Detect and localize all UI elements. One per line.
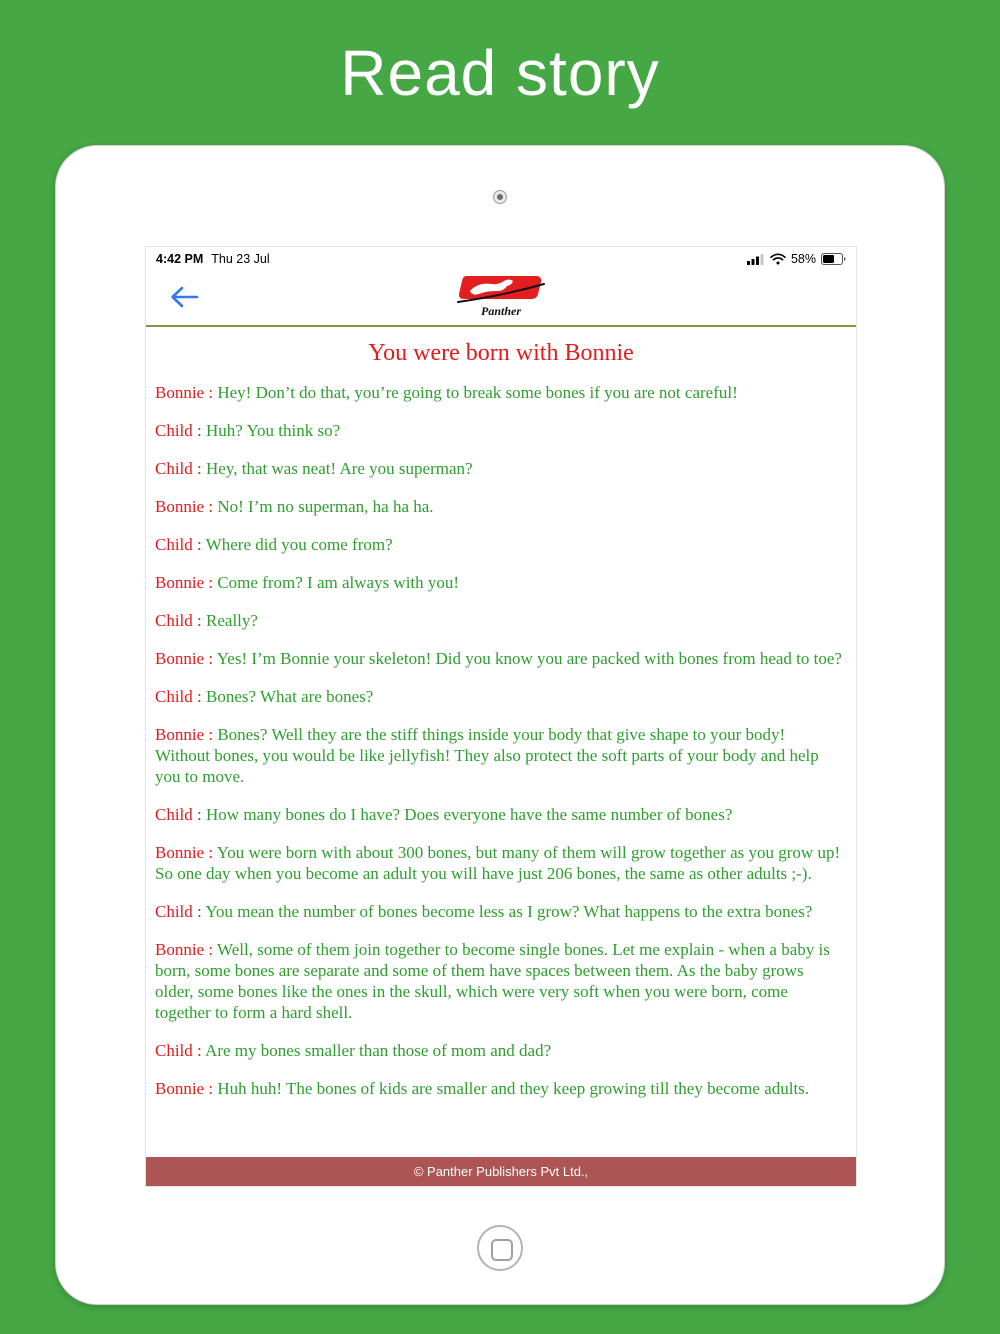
front-camera-icon — [493, 190, 507, 204]
dialogue-speaker: Child : — [155, 1041, 206, 1060]
battery-percent: 58% — [790, 251, 816, 266]
dialogue-text: No! I’m no superman, ha ha ha. — [217, 497, 434, 516]
dialogue-speaker: Child : — [155, 611, 207, 630]
dialogue-text: Huh huh! The bones of kids are smaller and they keep growing till they become adults. — [217, 1079, 810, 1098]
story-title: You were born with Bonnie — [368, 340, 634, 366]
dialogue-text: You were born with about 300 bones, but many of them will grow together as you grow up! So one day when you become an adult you will have just 206 bones, the same as other adults ;-). — [155, 843, 841, 883]
dialogue-text: Bones? What are bones? — [206, 687, 374, 706]
app-screen — [145, 246, 857, 1187]
dialogue-speaker: Child : — [155, 805, 207, 824]
status-date: Thu 23 Jul — [211, 251, 270, 266]
wifi-icon — [770, 253, 786, 265]
home-button[interactable] — [477, 1225, 523, 1271]
dialogue-line — [155, 724, 842, 787]
dialogue-line — [155, 382, 842, 403]
dialogue-speaker: Bonnie : — [155, 649, 217, 668]
dialogue-text: Are my bones smaller than those of mom and dad? — [205, 1041, 552, 1060]
dialogue-line — [155, 1078, 842, 1099]
dialogue-text: Well, some of them join together to become single bones. Let me explain - when a baby is born, some bones are separate and some of them have spaces between them. As the baby grows older, some bones like the ones in the skull, which were very soft when you were born, come together to form a hard shell. — [155, 940, 830, 1022]
dialogue-text: Where did you come from? — [205, 535, 393, 554]
dialogue-text: Come from? I am always with you! — [217, 573, 460, 592]
dialogue-line — [155, 686, 842, 707]
dialogue-line — [155, 420, 842, 441]
dialogue-line — [155, 804, 842, 825]
dialogue-line — [155, 901, 842, 922]
dialogue-line — [155, 458, 842, 479]
dialogue-text: Bones? Well they are the stiff things inside your body that give shape to your body! Without bones, you would be like jellyfish! They also protect the soft parts of your body and help you to move. — [155, 725, 819, 786]
dialogue-text: Hey, that was neat! Are you superman? — [206, 459, 473, 478]
ipad-frame — [55, 145, 945, 1305]
dialogue-line — [155, 610, 842, 631]
dialogue-line — [155, 496, 842, 517]
logo-text: Panther — [480, 304, 522, 318]
dialogue-list — [146, 382, 856, 1099]
dialogue-text: Really? — [206, 611, 258, 630]
nav-header — [146, 270, 856, 327]
dialogue-line — [155, 648, 842, 669]
dialogue-speaker: Child : — [155, 687, 207, 706]
dialogue-line — [155, 842, 842, 884]
dialogue-speaker: Child : — [155, 535, 206, 554]
dialogue-speaker: Bonnie : — [155, 383, 218, 402]
dialogue-text: Hey! Don’t do that, you’re going to break some bones if you are not careful! — [217, 383, 738, 402]
dialogue-speaker: Bonnie : — [155, 497, 218, 516]
dialogue-speaker: Bonnie : — [155, 843, 217, 862]
dialogue-text: Huh? You think so? — [206, 421, 341, 440]
panther-logo — [456, 272, 546, 324]
dialogue-text: You mean the number of bones become less as I grow? What happens to the extra bones? — [205, 902, 813, 921]
dialogue-line — [155, 939, 842, 1023]
dialogue-speaker: Bonnie : — [155, 1079, 218, 1098]
status-time: 4:42 PM — [156, 251, 204, 266]
dialogue-text: How many bones do I have? Does everyone have the same number of bones? — [206, 805, 733, 824]
dialogue-speaker: Child : — [155, 459, 207, 478]
dialogue-speaker: Bonnie : — [155, 940, 218, 959]
back-arrow-icon[interactable] — [168, 284, 200, 310]
footer-copyright: © Panther Publishers Pvt Ltd., — [146, 1157, 856, 1186]
dialogue-speaker: Child : — [155, 902, 206, 921]
dialogue-text: Yes! I’m Bonnie your skeleton! Did you know you are packed with bones from head to toe? — [216, 649, 842, 668]
status-right — [747, 252, 846, 266]
status-bar — [146, 247, 856, 270]
dialogue-speaker: Bonnie : — [155, 725, 218, 744]
cellular-signal-icon — [747, 253, 765, 265]
dialogue-line — [155, 1040, 842, 1061]
dialogue-speaker: Child : — [155, 421, 207, 440]
status-left — [156, 252, 270, 266]
dialogue-line — [155, 572, 842, 593]
battery-icon — [821, 253, 846, 265]
dialogue-speaker: Bonnie : — [155, 573, 218, 592]
dialogue-line — [155, 534, 842, 555]
page-title: Read story — [340, 37, 660, 109]
